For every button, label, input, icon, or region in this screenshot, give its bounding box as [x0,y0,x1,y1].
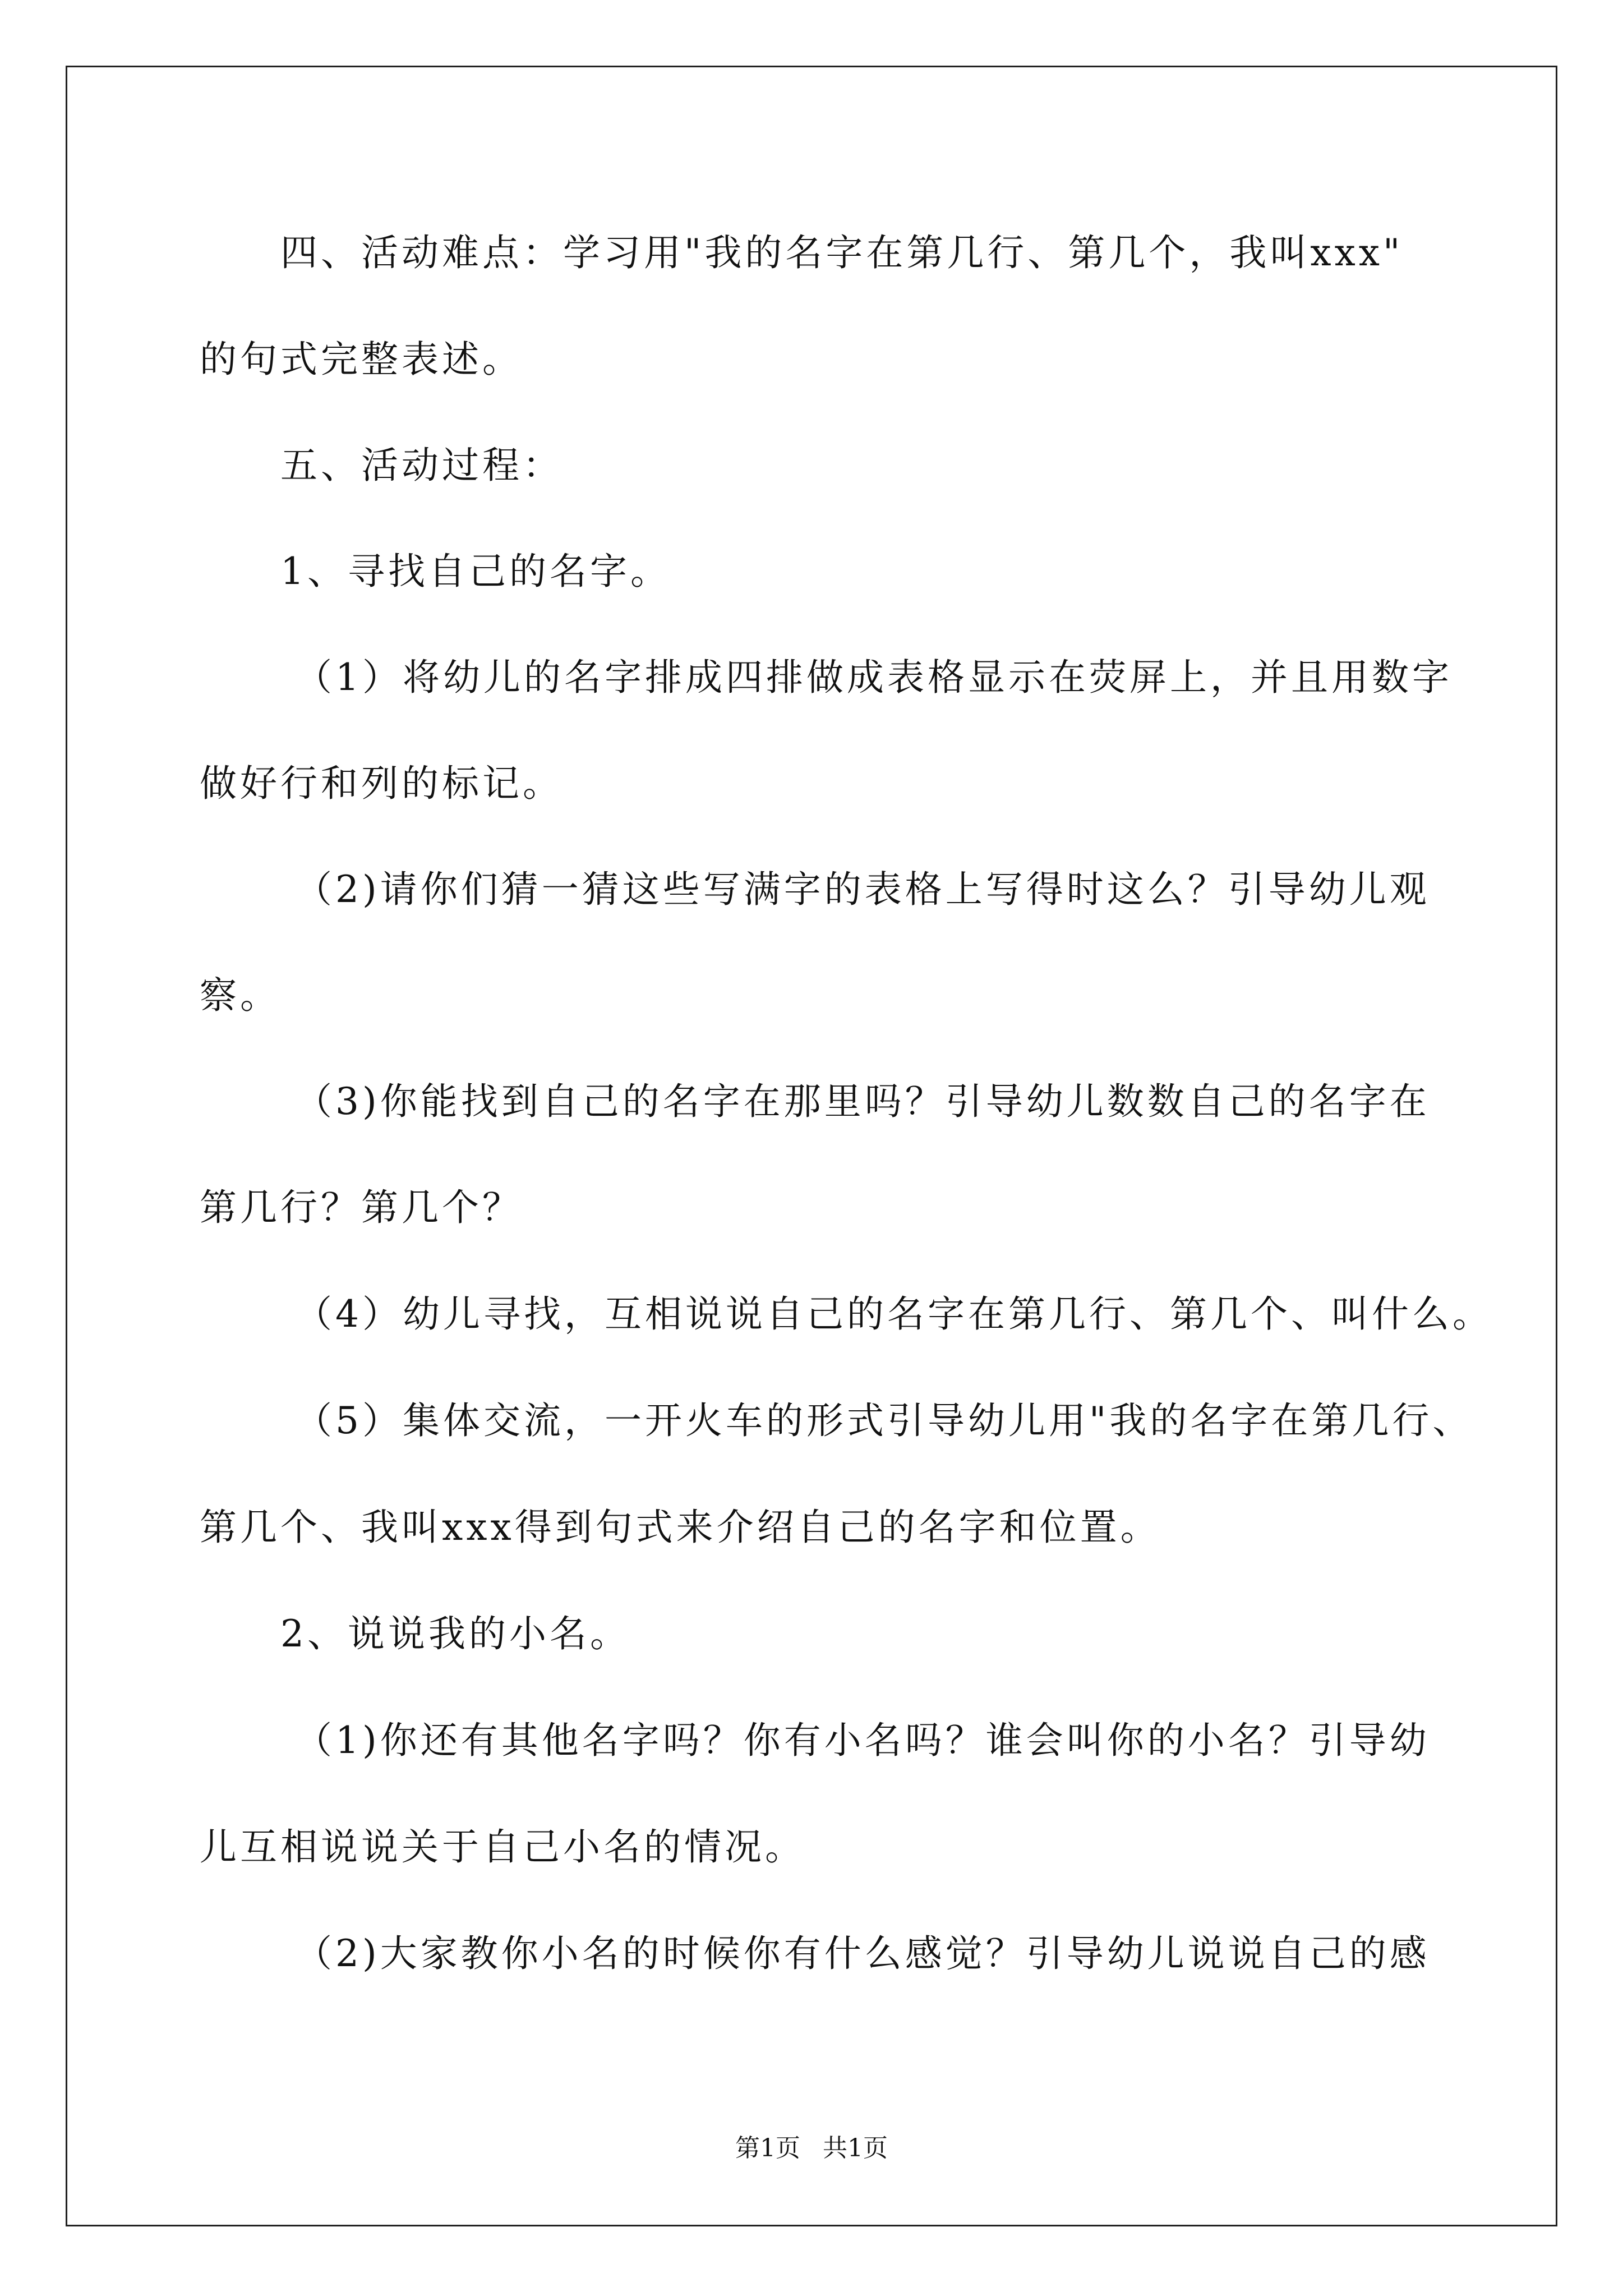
text-line-9: （3)你能找到自己的名字在那里吗？引导幼儿数数自己的名字在 [295,1080,1430,1123]
text-line-12: （5）集体交流，一开火车的形式引导幼儿用"我的名字在第几行、 [295,1399,1473,1442]
text-line-17: （2)大家教你小名的时候你有什么感觉？引导幼儿说说自己的感 [295,1932,1430,1975]
text-line-4: 1、寻找自己的名字。 [280,550,671,593]
footer-page-total: 共1页 [823,2134,888,2162]
text-line-7: （2)请你们猜一猜这些写满字的表格上写得时这么？引导幼儿观 [295,868,1430,911]
text-line-8: 察。 [200,974,280,1017]
page-border [66,66,1557,2226]
text-line-10: 第几行？第几个？ [200,1186,523,1229]
text-line-3: 五、活动过程： [280,444,563,487]
text-line-16: 儿互相说说关于自己小名的情况。 [200,1825,805,1869]
footer-page-number: 第1页 [735,2134,800,2162]
page-footer [0,2136,1623,2161]
text-line-1: 四、活动难点：学习用"我的名字在第几行、第几个，我叫xxx" [280,231,1404,274]
text-line-15: （1)你还有其他名字吗？你有小名吗？谁会叫你的小名？引导幼 [295,1719,1430,1762]
text-line-11: （4）幼儿寻找，互相说说自己的名字在第几行、第几个、叫什么。 [295,1292,1493,1336]
text-line-5: （1）将幼儿的名字排成四排做成表格显示在荧屏上，并且用数字 [295,656,1453,699]
text-line-14: 2、说说我的小名。 [280,1612,630,1655]
text-line-13: 第几个、我叫xxx得到句式来介绍自己的名字和位置。 [200,1506,1161,1549]
text-line-2: 的句式完整表述。 [200,338,523,381]
text-line-6: 做好行和列的标记。 [200,762,563,805]
